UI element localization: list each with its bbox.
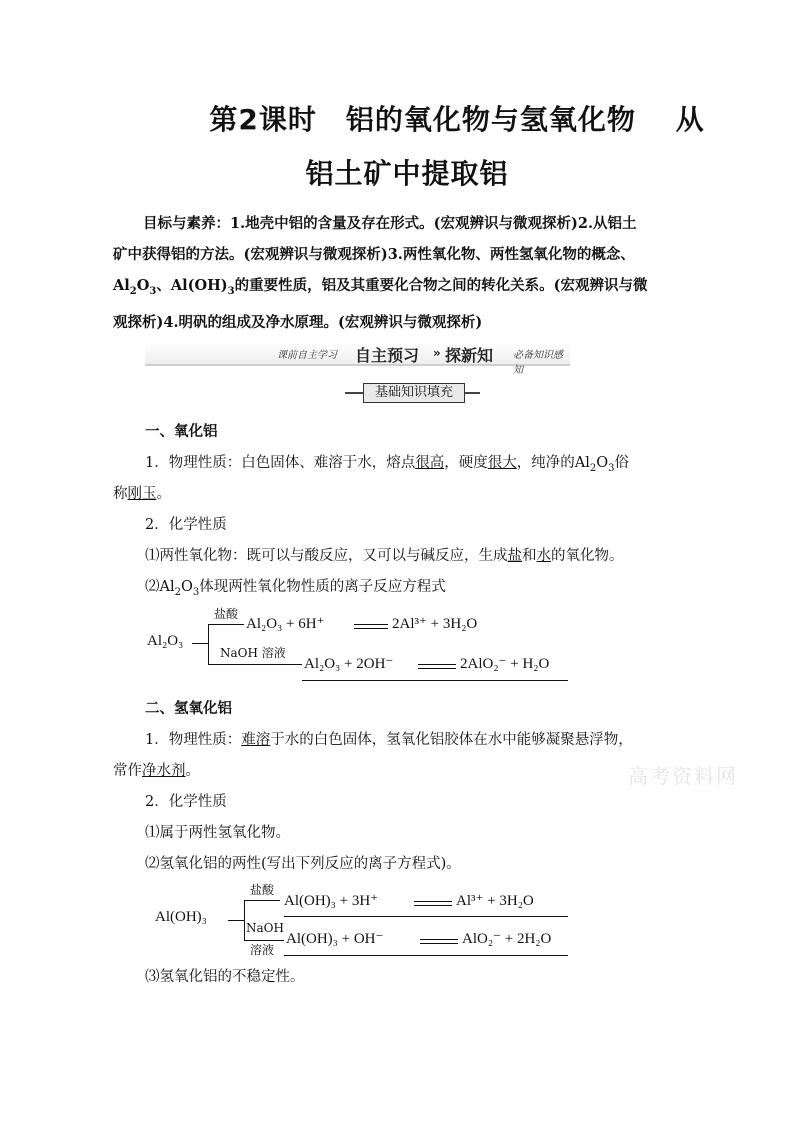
- hydroxide-instability: ⑶氢氧化铝的不稳定性。: [145, 969, 305, 985]
- objective-line-4: 观探析)4.明矾的组成及净水原理。(宏观辨识与微观探析): [113, 313, 483, 331]
- amphoteric-oxide-definition: ⑴两性氧化物：既可以与酸反应，又可以与碱反应，生成盐和水的氧化物。: [145, 548, 624, 564]
- objective-line-3: $Al_2O_3$、$Al(OH)_3$的重要性质，铝及其重要化合物之间的转化关系。(宏观辨识与微: [113, 277, 648, 297]
- eq2-top-right: Al³⁺ + 3H₂O: [456, 893, 534, 909]
- section-label: 基础知识填充: [363, 383, 465, 403]
- eq1-label-base: NaOH 溶液: [220, 646, 286, 660]
- banner-title-1: 自主预习: [355, 346, 420, 365]
- section-heading-aluminum-hydroxide: 二、氢氧化铝: [145, 700, 232, 717]
- page-title-line-2: 铝土矿中提取铝: [305, 157, 509, 190]
- hydroxide-amphoterism-intro: ⑵氢氧化铝的两性(写出下列反应的离子方程式)。: [145, 856, 461, 872]
- hydroxide-physical-properties-cont: 常作净水剂。: [113, 763, 200, 779]
- eq1-top-right: 2Al³⁺ + 3H₂O: [392, 616, 478, 632]
- section-label-box: [345, 383, 480, 403]
- alumina-physical-properties-cont: 称刚玉。: [113, 486, 171, 502]
- hydroxide-physical-properties: 1．物理性质：难溶于水的白色固体，氢氧化铝胶体在水中能够凝聚悬浮物，: [145, 732, 633, 748]
- watermark: 高考资料网: [628, 764, 738, 788]
- chevron-right-icon: »: [433, 346, 441, 360]
- eq2-bottom-left: Al(OH)₃ + OH⁻: [286, 931, 384, 947]
- eq1-bottom-right: 2AlO₂⁻ + H₂O: [460, 656, 550, 672]
- hydroxide-amphoteric: ⑴属于两性氢氧化物。: [145, 825, 290, 841]
- section-banner: [145, 342, 570, 376]
- eq2-label-base-2: 溶液: [250, 943, 275, 957]
- eq1-top-left: Al₂O₃ + 6H⁺: [246, 616, 325, 632]
- eq2-label-base-1: NaOH: [246, 921, 284, 935]
- eq2-top-left: Al(OH)₃ + 3H⁺: [284, 893, 379, 909]
- banner-left-caption: 课前自主学习: [277, 350, 337, 361]
- hydroxide-chemical-heading: 2．化学性质: [145, 794, 227, 810]
- alumina-chemical-heading: 2．化学性质: [145, 517, 227, 533]
- alumina-ionic-equations-intro: $⑵Al_2O_3$体现两性氧化物性质的离子反应方程式: [145, 579, 446, 598]
- eq1-reactant: Al₂O₃: [147, 633, 184, 649]
- label-rule-left: [345, 392, 363, 394]
- banner-right-caption: 必备知识感知: [513, 350, 563, 376]
- eq2-label-acid: 盐酸: [250, 883, 275, 897]
- alumina-physical-properties: 1．物理性质：白色固体、难溶于水，熔点很高，硬度很大，纯净的$Al_2O_3$俗: [145, 455, 629, 474]
- objective-line-1: 目标与素养：1.地壳中铝的含量及存在形式。(宏观辨识与微观探析)2.从铝土: [143, 215, 637, 232]
- eq1-label-acid: 盐酸: [214, 607, 239, 621]
- section-heading-alumina: 一、氧化铝: [145, 423, 218, 440]
- eq1-bottom-left: Al₂O₃ + 2OH⁻: [304, 656, 394, 672]
- eq2-bottom-right: AlO₂⁻ + 2H₂O: [462, 931, 552, 947]
- banner-title-2: 探新知: [445, 346, 494, 365]
- page-title-line-1: 第2课时 铝的氧化物与氢氧化物 从: [209, 103, 705, 136]
- label-rule-right: [465, 392, 480, 394]
- learning-objectives: [113, 208, 683, 338]
- objective-line-2: 矿中获得铝的方法。(宏观辨识与微观探析)3.两性氧化物、两性氢氧化物的概念、: [113, 246, 635, 263]
- eq2-reactant: Al(OH)₃: [155, 909, 207, 925]
